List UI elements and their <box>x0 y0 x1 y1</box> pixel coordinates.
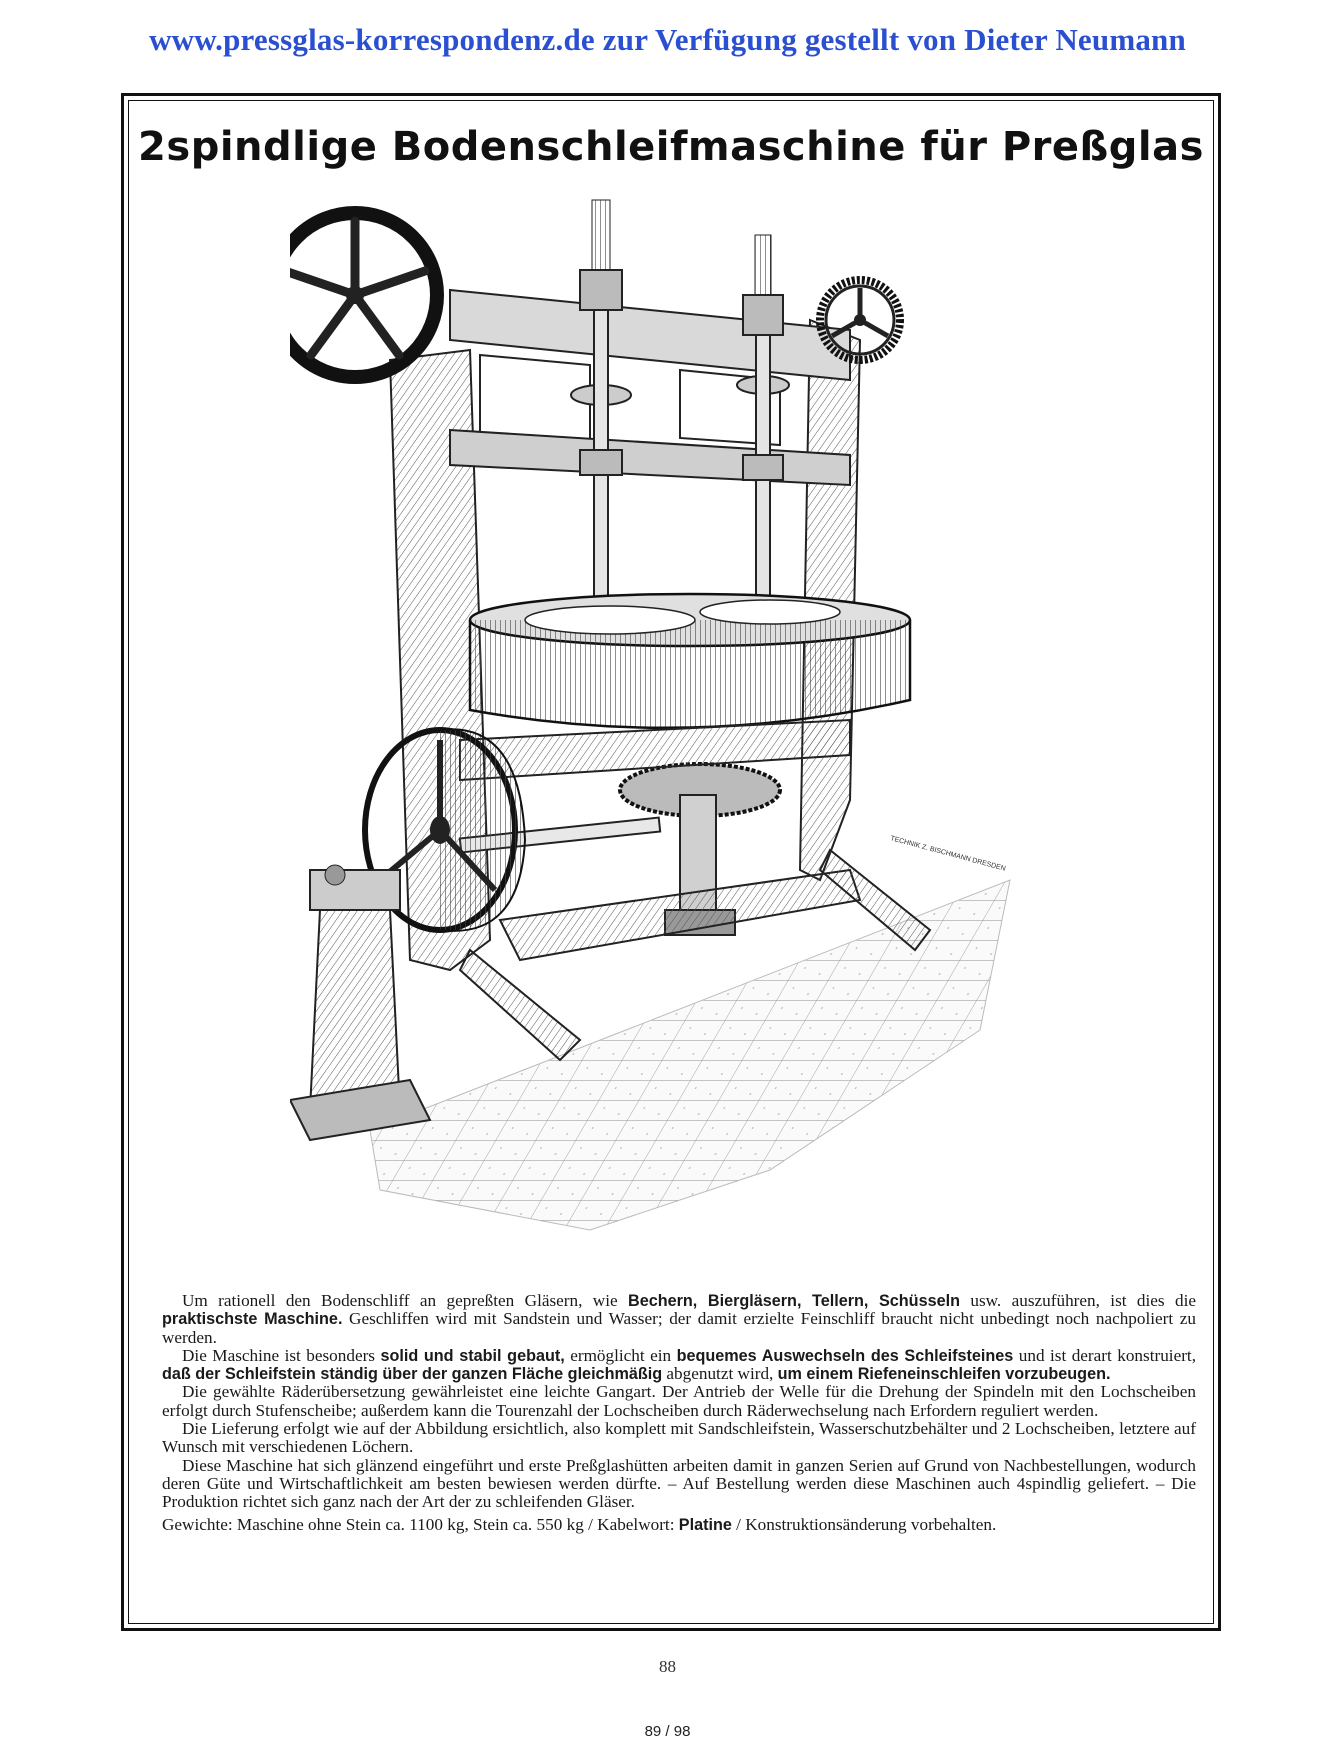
middle-crossbeam <box>450 430 850 485</box>
text-run: Die gewählte Räderübersetzung gewährleistet eine leichte Gangart. Der Antrieb der Welle für die Drehung der Spindeln mit den Lochscheiben erfolgt durch Stufenscheibe; außerdem kann die Tourenzahl der Lochscheiben durch Räderwechselung nach Erfordern reguliert werden. <box>162 1382 1196 1420</box>
page-number: 88 <box>659 1657 676 1676</box>
bold-phrase: Platine <box>678 1515 732 1534</box>
bold-phrase: daß der Schleifstein ständig über der ganzen Fläche gleichmäßig <box>162 1365 663 1384</box>
machine-foot-middle <box>460 950 580 1060</box>
source-watermark: www.pressglas-korrespondenz.de zur Verfügung gestellt von Dieter Neumann <box>149 22 1186 57</box>
text-run: ermöglicht ein <box>564 1345 677 1365</box>
text-run: usw. auszuführen, ist dies die <box>959 1291 1197 1310</box>
machine-illustration <box>290 180 1080 1240</box>
text-run: Geschliffen wird mit Sandstein und Wasser; der damit erzielte Feinschliff braucht nicht unbedingt noch nachpoliert zu werden. <box>162 1309 1196 1347</box>
paragraph <box>162 1420 1196 1457</box>
water-protection-basin <box>470 594 910 728</box>
text-run: abgenutzt wird, <box>662 1364 778 1384</box>
text-run: Diese Maschine hat sich glänzend eingeführt und erste Preßglashütten arbeiten damit in ganzen Serien auf Grund von Nachbestellungen, wodurch deren Güte und Wirtschaftlichkeit am besten bewiesen werden dürfte. – Auf Bestellung werden diese Maschinen auch 4spindlig geliefert. – Die Produktion richtet sich ganz nach der Art der zu schleifenden Gläser. <box>162 1455 1196 1512</box>
text-run: Die Maschine ist besonders <box>182 1345 381 1365</box>
bold-phrase: um einem Riefeneinschleifen vorzubeugen. <box>777 1365 1111 1384</box>
bold-phrase: bequemes Auswechseln des Schleifsteines <box>676 1346 1014 1365</box>
bold-phrase: solid und stabil gebaut, <box>380 1346 565 1365</box>
bold-phrase: praktischste Maschine. <box>162 1310 343 1329</box>
large-handwheel <box>290 213 437 377</box>
text-run: und ist derart konstruiert, <box>1013 1345 1197 1365</box>
text-run: / Konstruktionsänderung vorbehalten. <box>731 1514 997 1534</box>
description-text <box>162 1292 1196 1534</box>
paragraph <box>162 1383 1196 1420</box>
bearing-block <box>310 865 400 1110</box>
pdf-page-counter: 89 / 98 <box>644 1723 691 1740</box>
weights-line <box>162 1516 1196 1534</box>
paragraph <box>162 1347 1196 1384</box>
text-run: Die Lieferung erfolgt wie auf der Abbildung ersichtlich, also komplett mit Sandschleifstein, Wasserschutzbehälter und 2 Lochscheiben, letztere auf Wunsch mit verschiedenen Löchern. <box>162 1419 1196 1457</box>
text-run: Um rationell den Bodenschliff an gepreßten Gläsern, wie <box>182 1291 629 1310</box>
paragraph <box>162 1292 1196 1347</box>
engraver-mark: TECHNIK Z. BISCHMANN DRESDEN <box>889 835 1007 873</box>
bold-phrase: Bechern, Biergläsern, Tellern, Schüsseln <box>628 1292 960 1310</box>
text-run: Gewichte: Maschine ohne Stein ca. 1100 kg, Stein ca. 550 kg / Kabelwort: <box>162 1514 679 1534</box>
page-title: 2spindlige Bodenschleifmaschine für Preßglas <box>138 124 1204 170</box>
paragraph <box>162 1457 1196 1512</box>
